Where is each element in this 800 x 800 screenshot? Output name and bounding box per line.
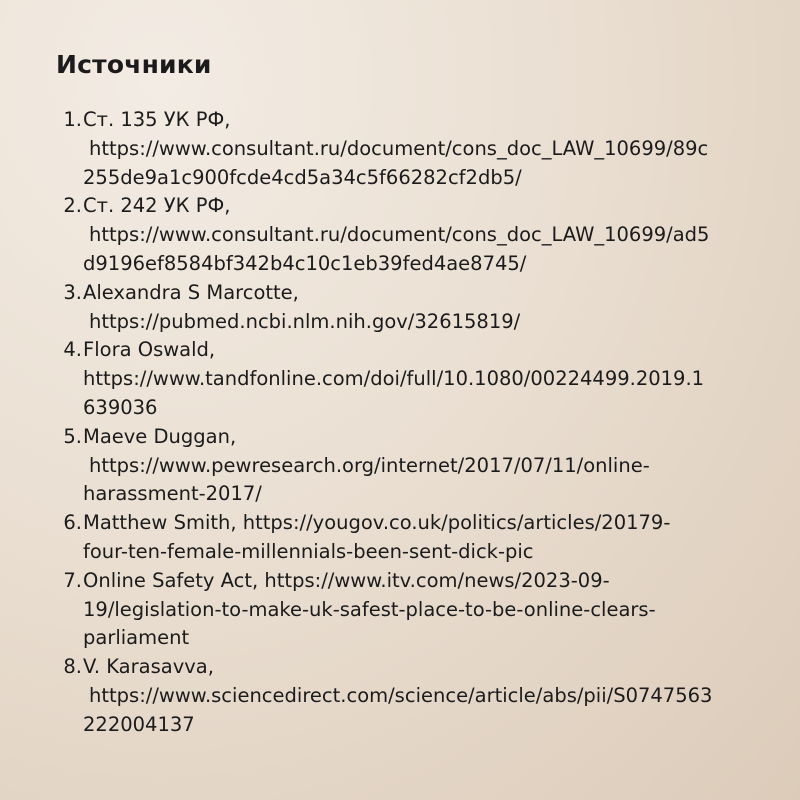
source-author: V. Karasavva, bbox=[83, 655, 214, 679]
source-body bbox=[82, 423, 776, 509]
source-item-2 bbox=[56, 192, 776, 278]
source-body bbox=[82, 653, 776, 739]
source-link-continued[interactable]: 639036 bbox=[83, 395, 158, 419]
source-item-6 bbox=[56, 509, 776, 567]
source-number: 1. bbox=[63, 108, 82, 131]
source-link[interactable]: https://pubmed.ncbi.nlm.nih.gov/32615819/ bbox=[89, 309, 521, 333]
source-link-continued[interactable]: 255de9a1c900fcde4cd5a34c5f66282cf2db5/ bbox=[83, 165, 522, 189]
source-number: 6. bbox=[63, 511, 82, 535]
source-link-continued[interactable]: four-ten-female-millennials-been-sent-dick-pic bbox=[83, 539, 534, 563]
source-author: Ст. 135 УК РФ, bbox=[83, 108, 231, 131]
source-link-continued[interactable]: d9196ef8584bf342b4c10c1eb39fed4ae8745/ bbox=[83, 251, 527, 275]
source-number: 7. bbox=[63, 568, 82, 592]
source-number: 4. bbox=[63, 338, 82, 362]
source-body bbox=[82, 192, 776, 278]
source-link[interactable]: https://www.sciencedirect.com/science/article/abs/pii/S0747563 bbox=[89, 683, 713, 707]
source-link-continued[interactable]: 19/legislation-to-make-uk-safest-place-to-be-online-clears- bbox=[83, 597, 656, 621]
source-body bbox=[82, 106, 776, 192]
source-item-1 bbox=[56, 106, 776, 192]
source-author: Maeve Duggan, bbox=[83, 424, 237, 448]
source-number: 5. bbox=[63, 424, 82, 448]
source-item-4 bbox=[56, 336, 776, 422]
source-link-continued[interactable]: harassment-2017/ bbox=[83, 482, 262, 506]
source-number: 8. bbox=[63, 655, 82, 679]
page-title: Источники bbox=[56, 50, 212, 79]
source-author-and-link[interactable]: Matthew Smith, https://yougov.co.uk/politics/articles/20179- bbox=[83, 511, 671, 535]
source-author: Flora Oswald, bbox=[83, 338, 216, 362]
source-link[interactable]: https://www.pewresearch.org/internet/2017/07/11/online- bbox=[89, 453, 650, 477]
source-author-and-link[interactable]: Online Safety Act, https://www.itv.com/news/2023-09- bbox=[83, 568, 610, 592]
source-item-5 bbox=[56, 423, 776, 509]
source-body bbox=[82, 567, 776, 653]
source-item-7 bbox=[56, 567, 776, 653]
source-link[interactable]: https://www.tandfonline.com/doi/full/10.1080/00224499.2019.1 bbox=[83, 367, 705, 391]
source-link-continued[interactable]: 222004137 bbox=[83, 712, 195, 736]
source-item-8 bbox=[56, 653, 776, 739]
source-number: 3. bbox=[63, 280, 82, 304]
source-item-3 bbox=[56, 279, 776, 337]
source-author: Ст. 242 УК РФ, bbox=[83, 194, 231, 218]
source-link-continued[interactable]: parliament bbox=[83, 626, 190, 650]
source-body bbox=[82, 509, 776, 567]
sources-list bbox=[56, 106, 776, 740]
source-body bbox=[82, 279, 776, 337]
source-number: 2. bbox=[63, 194, 82, 218]
source-body bbox=[82, 336, 776, 422]
source-link[interactable]: https://www.consultant.ru/document/cons_doc_LAW_10699/ad5 bbox=[89, 223, 710, 247]
source-link[interactable]: https://www.consultant.ru/document/cons_doc_LAW_10699/89c bbox=[89, 136, 709, 160]
source-author: Alexandra S Marcotte, bbox=[83, 280, 299, 304]
